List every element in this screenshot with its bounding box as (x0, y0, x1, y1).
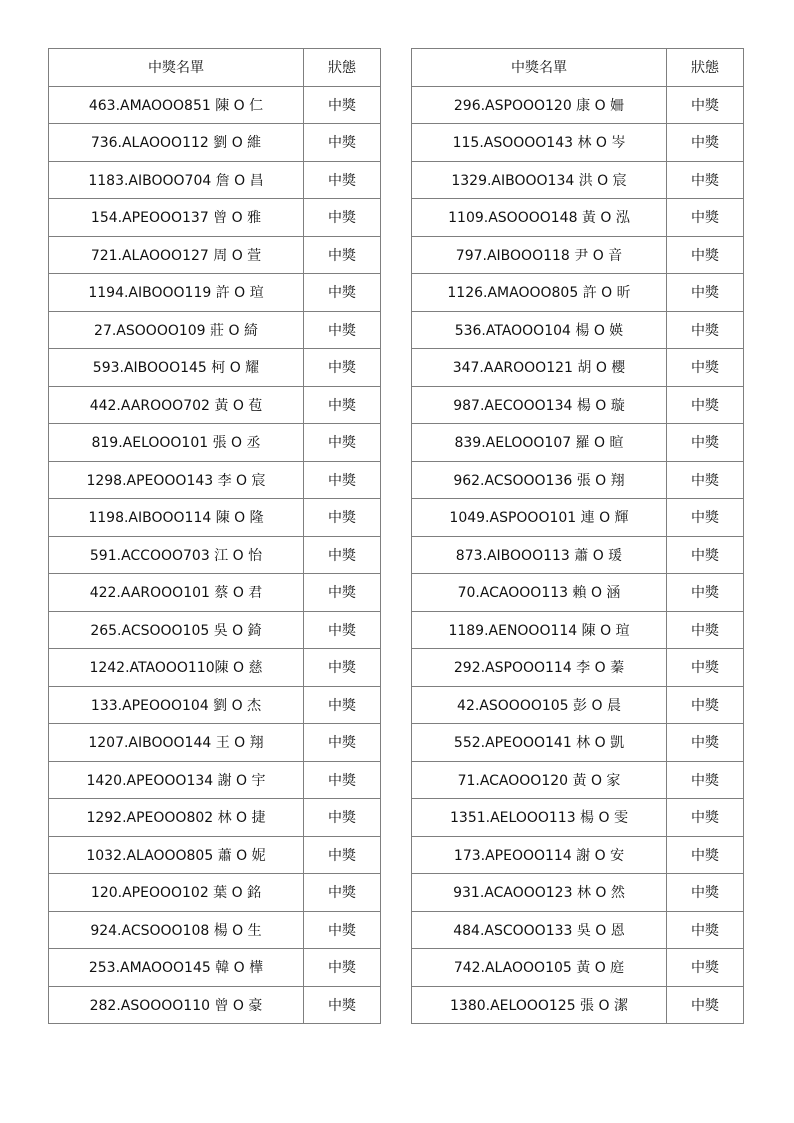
winner-name-cell: 931.ACAOOO123 林 O 然 (412, 874, 667, 912)
winner-name-cell: 1049.ASPOOO101 連 O 輝 (412, 499, 667, 537)
winner-status-cell: 中獎 (304, 761, 381, 799)
winner-status-cell: 中獎 (667, 761, 744, 799)
winner-name-cell: 1109.ASOOOO148 黃 O 泓 (412, 199, 667, 237)
winner-status-cell: 中獎 (667, 686, 744, 724)
winner-name-cell: 1298.APEOOO143 李 O 宸 (49, 461, 304, 499)
winner-name-cell: 536.ATAOOO104 楊 O 媖 (412, 311, 667, 349)
table-row (412, 611, 744, 649)
winner-name-cell: 591.ACCOOO703 江 O 怡 (49, 536, 304, 574)
winner-status-cell: 中獎 (667, 236, 744, 274)
winner-name-cell: 71.ACAOOO120 黃 O 家 (412, 761, 667, 799)
winner-status-cell: 中獎 (304, 911, 381, 949)
winner-status-cell: 中獎 (304, 199, 381, 237)
winner-name-cell: 347.AAROOO121 胡 O 櫻 (412, 349, 667, 387)
winner-status-cell: 中獎 (667, 911, 744, 949)
winner-status-cell: 中獎 (667, 611, 744, 649)
winner-status-cell: 中獎 (667, 499, 744, 537)
winner-name-cell: 742.ALAOOO105 黃 O 庭 (412, 949, 667, 987)
name-column-header: 中獎名單 (412, 49, 667, 87)
winner-status-cell: 中獎 (304, 274, 381, 312)
winner-name-cell: 1198.AIBOOO114 陳 O 隆 (49, 499, 304, 537)
winner-status-cell: 中獎 (304, 386, 381, 424)
winner-name-cell: 1207.AIBOOO144 王 O 翔 (49, 724, 304, 762)
winner-name-cell: 1189.AENOOO114 陳 O 瑄 (412, 611, 667, 649)
table-row (49, 799, 381, 837)
winner-status-cell: 中獎 (667, 799, 744, 837)
winner-name-cell: 463.AMAOOO851 陳 O 仁 (49, 86, 304, 124)
table-row (412, 124, 744, 162)
winner-status-cell: 中獎 (304, 86, 381, 124)
winner-name-cell: 987.AECOOO134 楊 O 璇 (412, 386, 667, 424)
winner-status-cell: 中獎 (667, 86, 744, 124)
status-column-header: 狀態 (304, 49, 381, 87)
winner-name-cell: 133.APEOOO104 劉 O 杰 (49, 686, 304, 724)
winner-status-cell: 中獎 (304, 311, 381, 349)
table-row (49, 386, 381, 424)
winner-status-cell: 中獎 (304, 986, 381, 1024)
table-row (49, 499, 381, 537)
winner-name-cell: 1183.AIBOOO704 詹 O 昌 (49, 161, 304, 199)
table-row (49, 986, 381, 1024)
table-row (412, 274, 744, 312)
table-row (412, 761, 744, 799)
winner-status-cell: 中獎 (304, 124, 381, 162)
winner-name-cell: 442.AAROOO702 黃 O 苞 (49, 386, 304, 424)
winner-name-cell: 253.AMAOOO145 韓 O 樺 (49, 949, 304, 987)
winner-status-cell: 中獎 (667, 649, 744, 687)
winner-status-cell: 中獎 (304, 499, 381, 537)
winner-status-cell: 中獎 (304, 161, 381, 199)
table-row (49, 236, 381, 274)
table-header-row (49, 49, 381, 87)
table-row (412, 874, 744, 912)
winner-status-cell: 中獎 (304, 349, 381, 387)
winner-status-cell: 中獎 (304, 461, 381, 499)
winner-status-cell: 中獎 (667, 724, 744, 762)
winner-name-cell: 819.AELOOO101 張 O 丞 (49, 424, 304, 462)
status-column-header: 狀態 (667, 49, 744, 87)
table-row (49, 574, 381, 612)
winner-name-cell: 1292.APEOOO802 林 O 捷 (49, 799, 304, 837)
table-row (412, 311, 744, 349)
name-column-header: 中獎名單 (49, 49, 304, 87)
table-row (412, 86, 744, 124)
winner-name-cell: 422.AAROOO101 蔡 O 君 (49, 574, 304, 612)
winner-status-cell: 中獎 (667, 461, 744, 499)
winner-name-cell: 115.ASOOOO143 林 O 岑 (412, 124, 667, 162)
table-row (412, 349, 744, 387)
winner-name-cell: 839.AELOOO107 羅 O 暄 (412, 424, 667, 462)
table-row (49, 536, 381, 574)
winner-name-cell: 42.ASOOOO105 彭 O 晨 (412, 686, 667, 724)
table-row (49, 311, 381, 349)
table-row (49, 86, 381, 124)
table-row (412, 424, 744, 462)
winner-name-cell: 924.ACSOOO108 楊 O 生 (49, 911, 304, 949)
winner-status-cell: 中獎 (667, 536, 744, 574)
table-row (49, 724, 381, 762)
winner-status-cell: 中獎 (667, 836, 744, 874)
table-row (412, 986, 744, 1024)
winner-name-cell: 1420.APEOOO134 謝 O 宇 (49, 761, 304, 799)
winner-status-cell: 中獎 (667, 161, 744, 199)
winner-name-cell: 1329.AIBOOO134 洪 O 宸 (412, 161, 667, 199)
winner-name-cell: 721.ALAOOO127 周 O 萱 (49, 236, 304, 274)
winner-status-cell: 中獎 (667, 311, 744, 349)
winner-status-cell: 中獎 (667, 874, 744, 912)
table-row (49, 874, 381, 912)
table-row (49, 649, 381, 687)
table-row (412, 836, 744, 874)
winner-name-cell: 296.ASPOOO120 康 O 姍 (412, 86, 667, 124)
winner-status-cell: 中獎 (667, 574, 744, 612)
table-row (49, 424, 381, 462)
winner-name-cell: 173.APEOOO114 謝 O 安 (412, 836, 667, 874)
winner-name-cell: 1032.ALAOOO805 蕭 O 妮 (49, 836, 304, 874)
table-row (49, 161, 381, 199)
winners-table-left-body (49, 86, 381, 1024)
winner-status-cell: 中獎 (667, 424, 744, 462)
winner-name-cell: 154.APEOOO137 曾 O 雅 (49, 199, 304, 237)
winner-status-cell: 中獎 (667, 349, 744, 387)
table-row (49, 461, 381, 499)
table-row (412, 574, 744, 612)
table-row (49, 836, 381, 874)
winner-status-cell: 中獎 (667, 386, 744, 424)
winners-table-left (48, 48, 381, 1024)
table-row (49, 124, 381, 162)
winner-status-cell: 中獎 (304, 799, 381, 837)
winner-status-cell: 中獎 (304, 836, 381, 874)
winner-status-cell: 中獎 (304, 686, 381, 724)
winner-name-cell: 1194.AIBOOO119 許 O 瑄 (49, 274, 304, 312)
table-row (49, 611, 381, 649)
winner-status-cell: 中獎 (304, 574, 381, 612)
table-row (49, 761, 381, 799)
winner-status-cell: 中獎 (667, 274, 744, 312)
winner-status-cell: 中獎 (304, 536, 381, 574)
winner-status-cell: 中獎 (304, 649, 381, 687)
table-row (412, 536, 744, 574)
winner-name-cell: 484.ASCOOO133 吳 O 恩 (412, 911, 667, 949)
table-row (412, 911, 744, 949)
table-row (412, 949, 744, 987)
table-row (49, 199, 381, 237)
winner-status-cell: 中獎 (304, 424, 381, 462)
winner-name-cell: 1126.AMAOOO805 許 O 昕 (412, 274, 667, 312)
winner-name-cell: 873.AIBOOO113 蕭 O 瑗 (412, 536, 667, 574)
winner-name-cell: 265.ACSOOO105 吳 O 錡 (49, 611, 304, 649)
winner-name-cell: 120.APEOOO102 葉 O 銘 (49, 874, 304, 912)
table-row (412, 236, 744, 274)
table-header-row (412, 49, 744, 87)
winner-name-cell: 1242.ATAOOO110陳 O 慈 (49, 649, 304, 687)
table-row (49, 274, 381, 312)
winners-table-right (411, 48, 744, 1024)
table-row (49, 349, 381, 387)
table-row (412, 386, 744, 424)
winner-name-cell: 27.ASOOOO109 莊 O 綺 (49, 311, 304, 349)
table-row (412, 649, 744, 687)
winner-status-cell: 中獎 (304, 611, 381, 649)
winner-status-cell: 中獎 (304, 949, 381, 987)
winner-name-cell: 962.ACSOOO136 張 O 翔 (412, 461, 667, 499)
winner-name-cell: 1351.AELOOO113 楊 O 雯 (412, 799, 667, 837)
table-row (49, 911, 381, 949)
table-row (412, 461, 744, 499)
winner-name-cell: 70.ACAOOO113 賴 O 涵 (412, 574, 667, 612)
winners-table-right-body (412, 86, 744, 1024)
winner-name-cell: 1380.AELOOO125 張 O 潔 (412, 986, 667, 1024)
table-row (412, 724, 744, 762)
winner-status-cell: 中獎 (667, 199, 744, 237)
winner-name-cell: 282.ASOOOO110 曾 O 豪 (49, 986, 304, 1024)
winner-status-cell: 中獎 (667, 124, 744, 162)
winner-name-cell: 736.ALAOOO112 劉 O 維 (49, 124, 304, 162)
table-row (412, 161, 744, 199)
winner-status-cell: 中獎 (304, 724, 381, 762)
winner-status-cell: 中獎 (667, 986, 744, 1024)
table-row (412, 799, 744, 837)
winner-name-cell: 292.ASPOOO114 李 O 蓁 (412, 649, 667, 687)
winner-name-cell: 593.AIBOOO145 柯 O 耀 (49, 349, 304, 387)
table-row (412, 199, 744, 237)
winner-name-cell: 552.APEOOO141 林 O 凱 (412, 724, 667, 762)
table-row (49, 686, 381, 724)
winner-status-cell: 中獎 (304, 236, 381, 274)
table-row (49, 949, 381, 987)
table-row (412, 686, 744, 724)
table-row (412, 499, 744, 537)
winner-name-cell: 797.AIBOOO118 尹 O 音 (412, 236, 667, 274)
winner-status-cell: 中獎 (667, 949, 744, 987)
winner-status-cell: 中獎 (304, 874, 381, 912)
